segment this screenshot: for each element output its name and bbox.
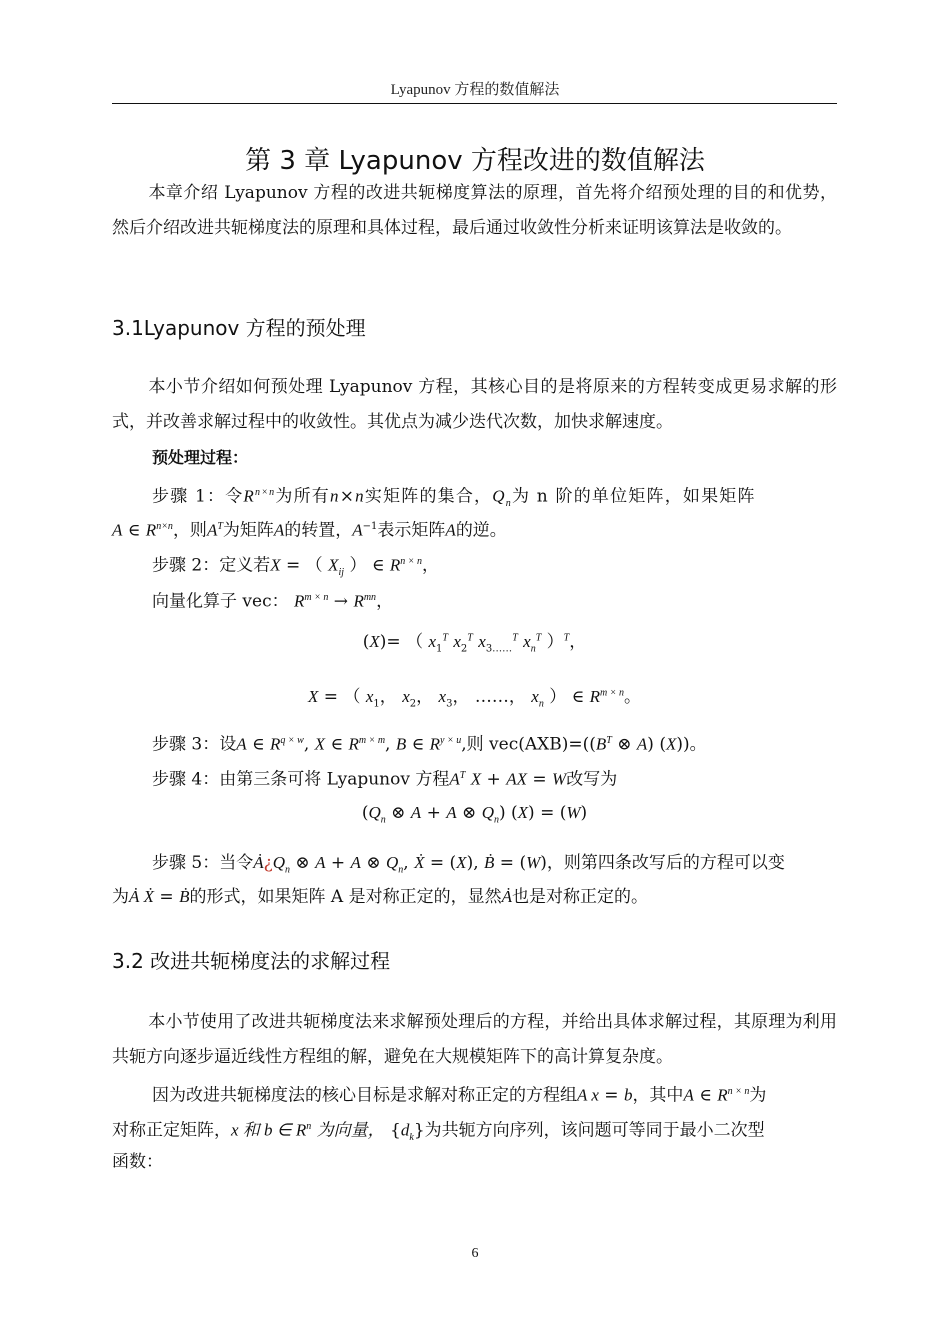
step4-end: 改写为 <box>566 769 618 790</box>
para2-h: 函数： <box>112 1152 163 1172</box>
step5-e: 也是对称正定的。 <box>511 887 648 907</box>
step1-g: 的转置， <box>284 520 353 541</box>
step-4-line: 步骤 4：由第三条可将 Lyapunov 方程$A^T$ X + AX = W改写为 <box>152 769 618 790</box>
step5-d: 的形式，如果矩阵 A 是对称正定的，显然 <box>189 887 502 907</box>
intro-paragraph <box>112 176 837 246</box>
step1-a: 步骤 1：令 <box>152 486 244 507</box>
step3-text: 步骤 3：设 <box>152 734 237 755</box>
step4-text: 步骤 4：由第三条可将 Lyapunov 方程 <box>152 769 450 790</box>
vec-label: 向量化算子 vec： <box>152 591 289 612</box>
step-5-line-1: 步骤 5：当令$Ȧ¿Q_n$ ⊗ A + A ⊗ $Q_n$, Ẋ = (X), Ḃ = (W)，则第四条改写后的方程可以变 <box>152 853 785 876</box>
para2-g: 为共轭方向序列，该问题可等同于最小二次型 <box>424 1120 765 1141</box>
section-2-line-b: 对称正定矩阵，x 和 b ∈ $R^n$ 为向量， $\{d_k\}$为共轭方向序列，该问题可等同于最小二次型 <box>112 1120 765 1144</box>
step-5-line-2: 为Ȧ Ẋ = Ḃ的形式，如果矩阵 A 是对称正定的，显然Ȧ也是对称正定的。 <box>112 887 648 907</box>
step1-c: 实矩阵的集合， <box>364 486 493 507</box>
chapter-title: 第 3 章 Lyapunov 方程改进的数值解法 <box>245 146 705 176</box>
step-1-line-1: 步骤 1：令$R^{n\times n}$为所有n×n实矩阵的集合，$Q_n$为 n 阶的单位矩阵，如果矩阵 <box>152 486 756 510</box>
header-rule <box>112 103 837 104</box>
step-1-line-2: A ∈ $R^{n\times n}$，则$A^T$为矩阵A的转置，$A^{-1}$表示矩阵A的逆。 <box>112 520 507 541</box>
subhead-text: 预处理过程： <box>152 448 249 467</box>
section-2-line-c <box>112 1147 837 1177</box>
step-2-line: 步骤 2：定义若X = （ $X_{ij}$ ） ∈ $R^{n \times n}$， <box>152 555 439 579</box>
step1-e: ，则 <box>172 520 207 541</box>
step1-f: 为矩阵 <box>222 520 274 541</box>
section-2-text-1: 本小节使用了改进共轭梯度法来求解预处理后的方程，并给出具体求解过程，其原理为利用共轭方向逐步逼近线性方程组的解，避免在大规模矩阵下的高计算复杂度。 <box>112 1012 837 1067</box>
step-3-line: 步骤 3：设A ∈ $R^{q \times w}$, X ∈ $R^{m \times m}$, B ∈ $R^{y \times u}$,则 $vec(AXB)=((B^T$ ⊗ A) (X))。 <box>152 734 707 755</box>
para2-a: 因为改进共轭梯度法的核心目标是求解对称正定的方程组 <box>152 1085 577 1106</box>
section-2-paragraph-1 <box>112 1005 837 1075</box>
section-1-paragraph <box>112 370 837 440</box>
para2-d: 对称正定矩阵， <box>112 1120 231 1141</box>
step1-d: 为 n 阶的单位矩阵，如果矩阵 <box>511 486 756 507</box>
step5-b: ，则第四条改写后的方程可以变 <box>546 853 785 873</box>
intro-text: 本章介绍 Lyapunov 方程的改进共轭梯度算法的原理，首先将介绍预处理的目的和优势，然后介绍改进共轭梯度法的原理和具体过程，最后通过收敛性分析来证明该算法是收敛的。 <box>112 183 837 238</box>
para2-c: 为 <box>749 1085 767 1106</box>
preprocess-subhead <box>152 443 877 473</box>
vec-formula: (X)= （ $x_1^T$ $x_2^T$ $x_{3\dots\dots}^T$ $x_n^T$ ）$^T$， <box>362 632 587 655</box>
step1-i: 的逆。 <box>455 520 507 541</box>
para2-b: ，其中 <box>632 1085 684 1106</box>
x-column-formula: X = （ $x_1$， $x_2$， $x_3$， ……， $x_n$ ） ∈ $R^{m \times n}$。 <box>308 687 641 710</box>
step5-c: 为 <box>112 887 129 907</box>
para2-e: x 和 b ∈ R <box>231 1120 307 1140</box>
step3-mid: ,则 vec(AXB)=(( <box>461 734 596 755</box>
step1-h: 表示矩阵 <box>377 520 446 541</box>
running-header: Lyapunov 方程的数值解法 <box>390 82 560 98</box>
section-1-title: 3.1Lyapunov 方程的预处理 <box>112 316 366 340</box>
step-4-formula: ($Q_n$ ⊗ A + A ⊗ $Q_n$) (X) = (W) <box>361 803 588 826</box>
section-2-title: 3.2 改进共轭梯度法的求解过程 <box>112 949 391 973</box>
para2-f: 为向量， <box>316 1120 385 1140</box>
step2-text: 步骤 2：定义若 <box>152 555 271 576</box>
section-1-text: 本小节介绍如何预处理 Lyapunov 方程，其核心目的是将原来的方程转变成更易求解的形式，并改善求解过程中的收敛性。其优点为减少迭代次数，加快求解速度。 <box>112 377 837 432</box>
step1-b: 为所有 <box>275 486 330 507</box>
vec-operator-line: 向量化算子 vec： $R^{m \times n} \to R^{mn}$， <box>152 591 394 612</box>
step5-a: 步骤 5：当令 <box>152 853 254 873</box>
section-2-line-a: 因为改进共轭梯度法的核心目标是求解对称正定的方程组A x = b，其中A ∈ $R^{n \times n}$为 <box>152 1085 767 1106</box>
page-number: 6 <box>471 1246 479 1261</box>
